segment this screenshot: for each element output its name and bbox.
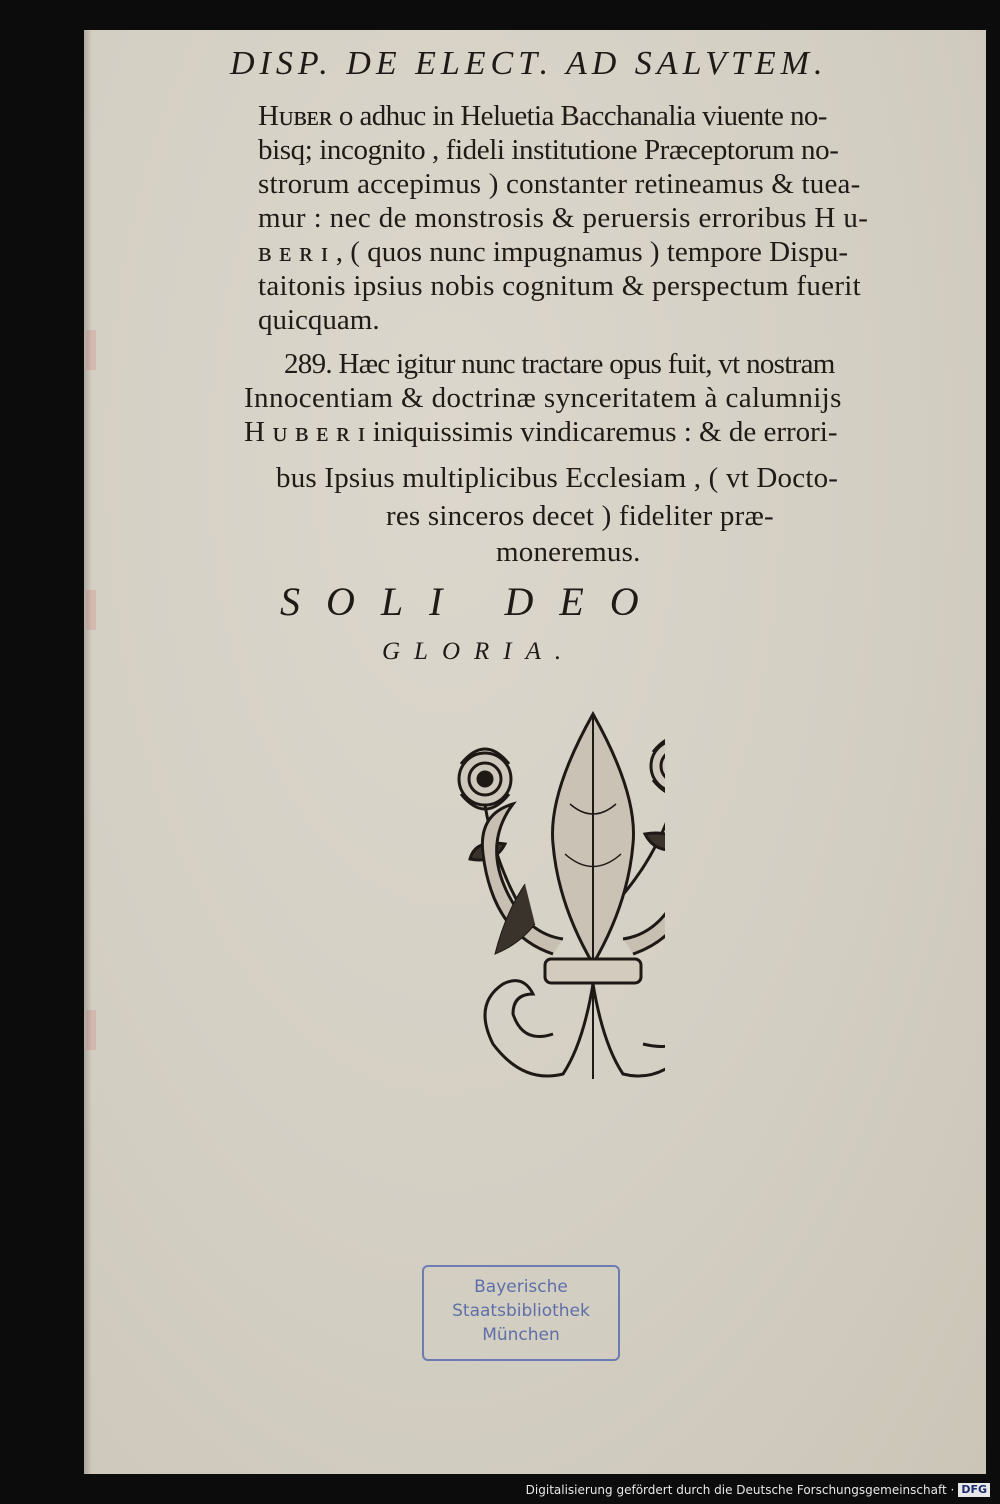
body-line-5: ʙ ᴇ ʀ ɪ , ( quos nunc impugnamus ) tempore Dispu- bbox=[258, 236, 849, 268]
stamp-line-1: Bayerische bbox=[474, 1277, 568, 1297]
body-line-3: strorum accepimus ) constanter retineamus & tuea- bbox=[258, 168, 861, 200]
running-title: DISP. DE ELECT. AD SALVTEM. bbox=[230, 45, 828, 82]
body-line-6: taitonis ipsius nobis cognitum & perspectum fuerit bbox=[258, 270, 861, 302]
margin-stain bbox=[86, 330, 96, 370]
body-line-10: H ᴜ ʙ ᴇ ʀ ɪ iniquissimis vindicaremus : & de errori- bbox=[244, 416, 838, 448]
digitization-footer bbox=[525, 1480, 990, 1500]
body-line-1: Hᴜʙᴇʀ o adhuc in Heluetia Bacchanalia viuente no- bbox=[258, 100, 827, 132]
body-line-2: bisq; incognito , fideli institutione Præceptorum no- bbox=[258, 134, 839, 166]
body-line-9: Innocentiam & doctrinæ synceritatem à calumnijs bbox=[244, 382, 842, 414]
closing-gloria: GLORIA. bbox=[382, 638, 576, 665]
stamp-line-3: München bbox=[482, 1325, 560, 1345]
margin-stain bbox=[86, 590, 96, 630]
body-line-8: 289. Hæc igitur nunc tractare opus fuit, vt nostram bbox=[284, 348, 835, 380]
spine-shadow bbox=[84, 30, 92, 1474]
body-line-4: mur : nec de monstrosis & peruersis erroribus H u- bbox=[258, 202, 869, 234]
body-line-12: res sinceros decet ) fideliter præ- bbox=[386, 500, 774, 532]
body-line-13: moneremus. bbox=[496, 536, 641, 568]
footer-text: Digitalisierung gefördert durch die Deutsche Forschungsgemeinschaft · bbox=[525, 1483, 955, 1497]
body-line-11: bus Ipsius multiplicibus Ecclesiam , ( vt Docto- bbox=[276, 462, 839, 494]
margin-stain bbox=[86, 1010, 96, 1050]
fleur-de-lis-with-roses-icon bbox=[365, 684, 665, 1104]
body-line-7: quicquam. bbox=[258, 304, 380, 336]
stamp-line-2: Staatsbibliothek bbox=[452, 1301, 590, 1321]
dfg-logo-icon: DFG bbox=[958, 1483, 990, 1497]
closing-soli-deo: SOLI DEO bbox=[280, 579, 665, 624]
library-stamp bbox=[422, 1265, 620, 1361]
